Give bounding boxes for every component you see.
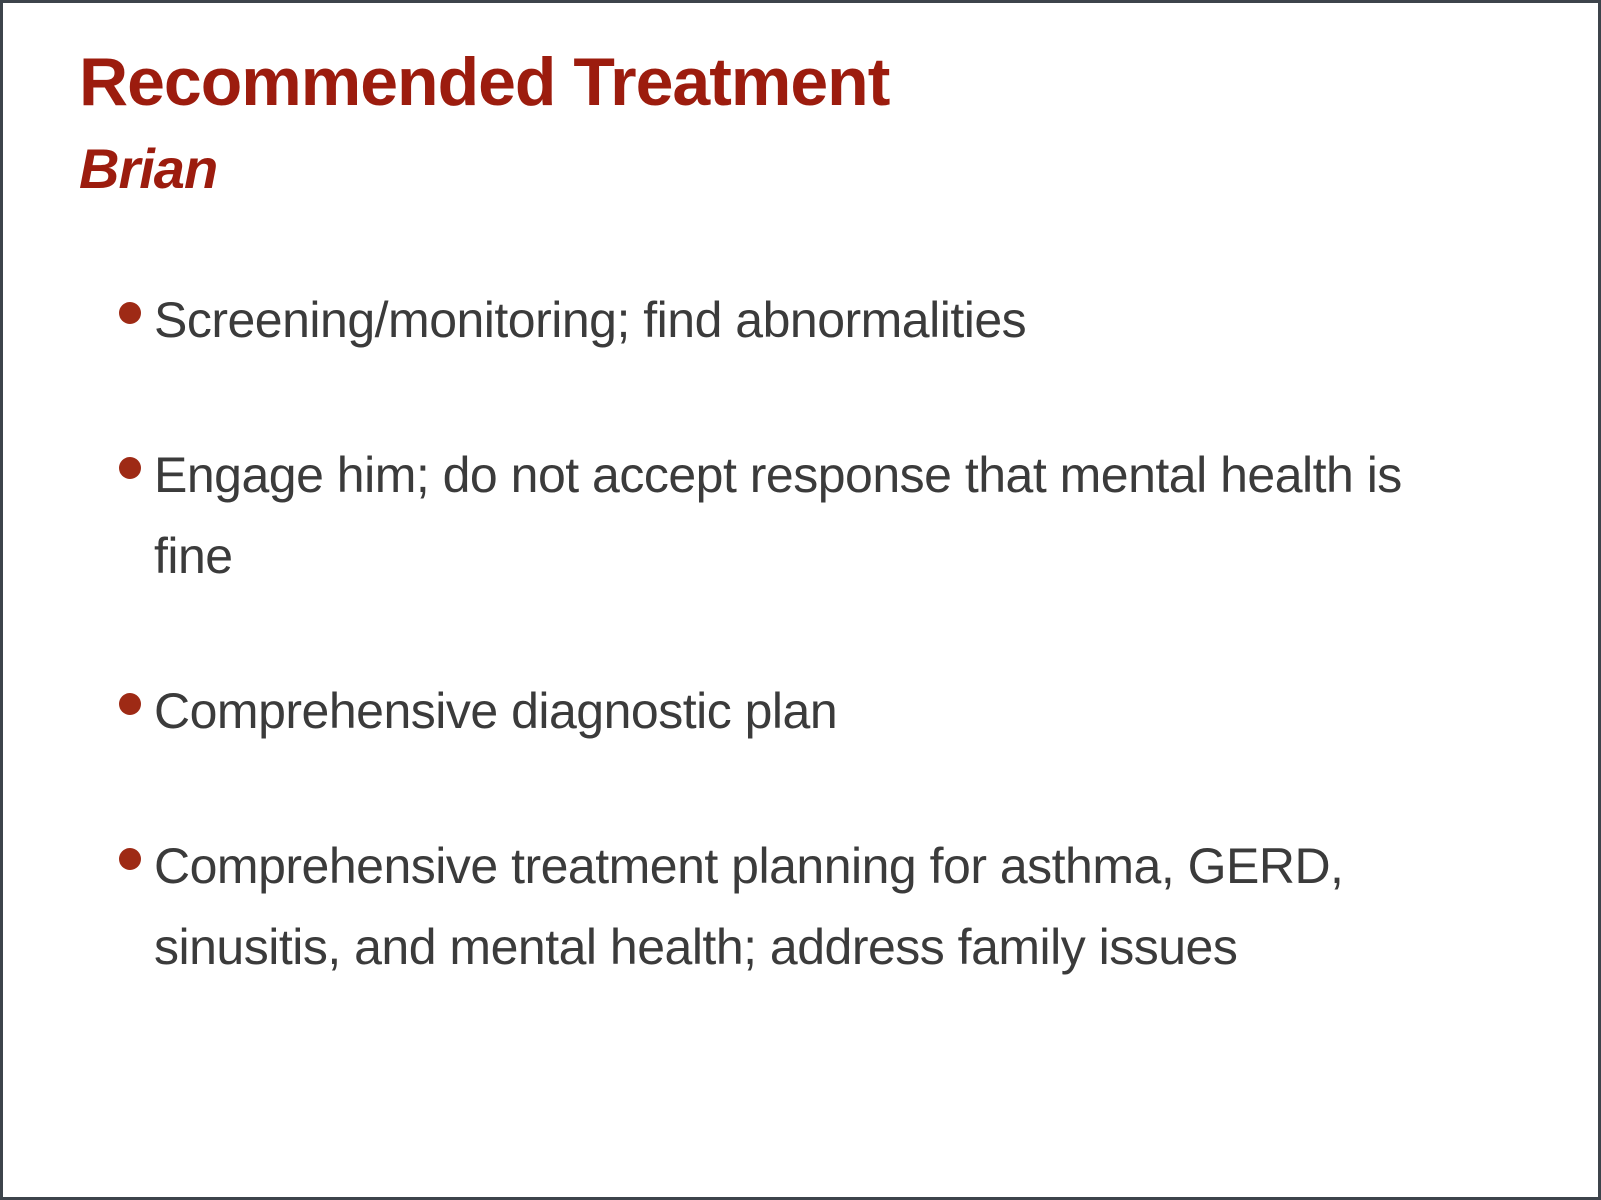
bullet-icon [119, 457, 141, 479]
bullet-item [119, 671, 1478, 752]
bullet-icon [119, 693, 141, 715]
slide-subtitle: Brian [79, 137, 218, 201]
bullet-list [3, 280, 1598, 988]
bullet-text: Comprehensive treatment planning for asthma, GERD, sinusitis, and mental health; address family issues [154, 838, 1344, 976]
bullet-item [119, 826, 1478, 988]
bullet-text: Comprehensive diagnostic plan [154, 683, 838, 740]
bullet-text: Engage him; do not accept response that mental health is fine [154, 447, 1402, 585]
slide-title: Recommended Treatment [79, 44, 890, 120]
bullet-icon [119, 302, 141, 324]
bullet-text: Screening/monitoring; find abnormalities [154, 292, 1027, 349]
bullet-item [119, 280, 1478, 361]
title-block [3, 3, 1598, 202]
bullet-icon [119, 848, 141, 870]
bullet-item [119, 435, 1478, 597]
